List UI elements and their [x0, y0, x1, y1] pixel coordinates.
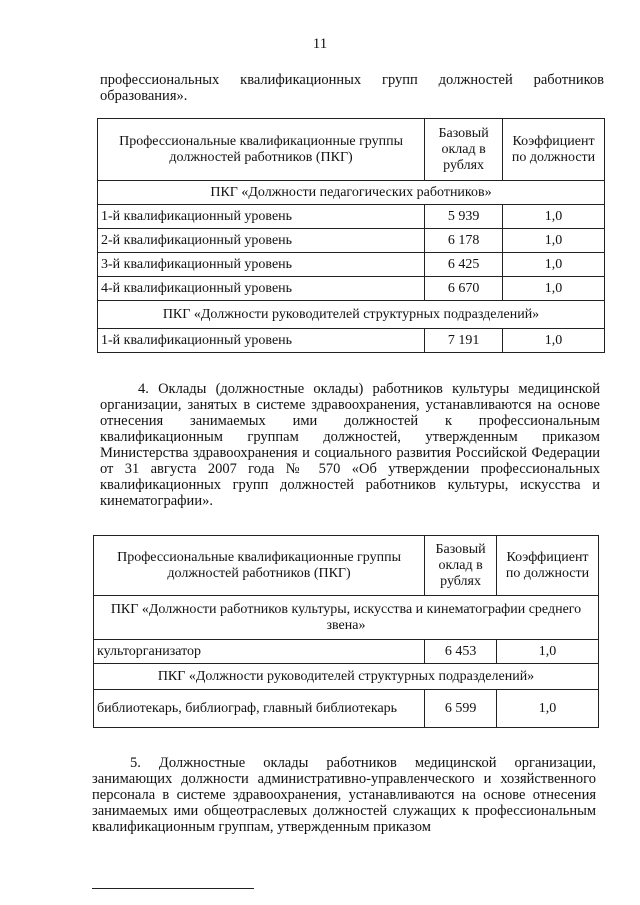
table-row	[98, 253, 605, 277]
header-pkg: Профессиональные квалификационные группы должностей работников (ПКГ)	[94, 536, 425, 596]
page-number: 11	[312, 36, 328, 52]
group-row	[98, 301, 605, 329]
header-coefficient: Коэффициент по должности	[497, 536, 599, 596]
position-cell: библиотекарь, библиограф, главный библиотекарь	[94, 690, 425, 728]
level-cell: 3-й квалификационный уровень	[98, 253, 425, 277]
salary-cell: 6 425	[425, 253, 503, 277]
level-cell: 4-й квалификационный уровень	[98, 277, 425, 301]
table-row	[98, 329, 605, 353]
level-cell: 1-й квалификационный уровень	[98, 329, 425, 353]
salary-table-education	[97, 118, 605, 353]
salary-cell: 7 191	[425, 329, 503, 353]
paragraph-5: 5. Должностные оклады работников медицинской организации, занимающих должности административно-управленческого и хозяйственного персонала в системе здравоохранения, устанавливаются на основе отнесения занимаемых ими общеотраслевых должностей служащих к профессиональным квалификационным группам, утвержденным приказом	[92, 755, 596, 835]
coefficient-cell: 1,0	[497, 690, 599, 728]
footnote-divider	[92, 888, 254, 889]
header-pkg: Профессиональные квалификационные группы должностей работников (ПКГ)	[98, 119, 425, 181]
coefficient-cell: 1,0	[503, 253, 605, 277]
table-header-row	[98, 119, 605, 181]
level-cell: 1-й квалификационный уровень	[98, 205, 425, 229]
group-title: ПКГ «Должности руководителей структурных подразделений»	[98, 301, 605, 329]
header-salary: Базовый оклад в рублях	[425, 119, 503, 181]
table-row	[94, 690, 599, 728]
table-row	[98, 205, 605, 229]
table-row	[94, 640, 599, 664]
coefficient-cell: 1,0	[503, 229, 605, 253]
paragraph-4: 4. Оклады (должностные оклады) работников культуры медицинской организации, занятых в системе здравоохранения, устанавливаются на основе отнесения занимаемых ими должностей к профессиональным квалификационным группам должностей, утвержденным приказом Министерства здравоохранения и социального развития Российской Федерации от 31 августа 2007 года № 570 «Об утверждении профессиональных квалификационных групп должностей работников культуры, искусства и кинематографии».	[100, 381, 600, 509]
group-row	[94, 596, 599, 640]
coefficient-cell: 1,0	[503, 329, 605, 353]
coefficient-cell: 1,0	[503, 205, 605, 229]
group-title: ПКГ «Должности педагогических работников»	[98, 181, 605, 205]
table-row	[98, 229, 605, 253]
salary-cell: 6 178	[425, 229, 503, 253]
intro-paragraph: профессиональных квалификационных групп должностей работников образования».	[100, 72, 604, 104]
position-cell: культорганизатор	[94, 640, 425, 664]
salary-cell: 6 599	[425, 690, 497, 728]
level-cell: 2-й квалификационный уровень	[98, 229, 425, 253]
coefficient-cell: 1,0	[497, 640, 599, 664]
table-row	[98, 277, 605, 301]
table-header-row	[94, 536, 599, 596]
header-coefficient: Коэффициент по должности	[503, 119, 605, 181]
header-salary: Базовый оклад в рублях	[425, 536, 497, 596]
salary-table-culture	[93, 535, 599, 728]
group-title: ПКГ «Должности работников культуры, искусства и кинематографии среднего звена»	[94, 596, 599, 640]
salary-cell: 6 670	[425, 277, 503, 301]
coefficient-cell: 1,0	[503, 277, 605, 301]
group-title: ПКГ «Должности руководителей структурных подразделений»	[94, 664, 599, 690]
salary-cell: 6 453	[425, 640, 497, 664]
group-row	[94, 664, 599, 690]
salary-cell: 5 939	[425, 205, 503, 229]
group-row	[98, 181, 605, 205]
